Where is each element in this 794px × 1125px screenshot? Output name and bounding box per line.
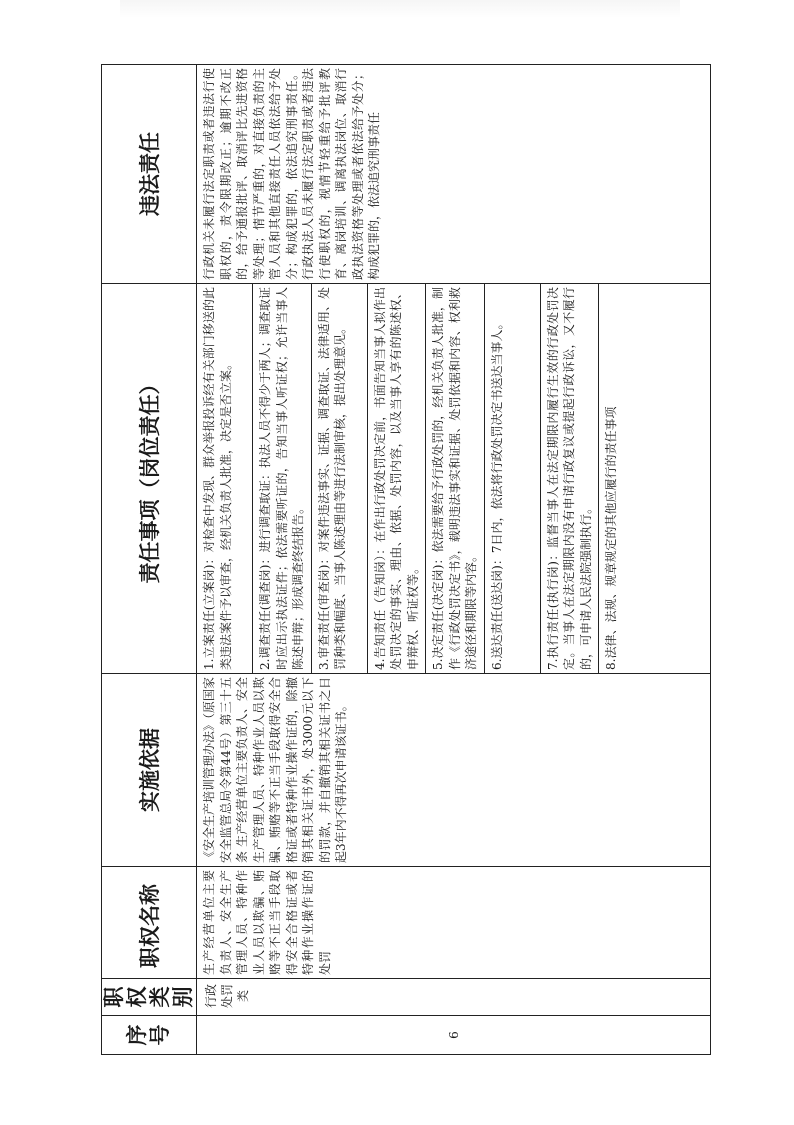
duty-item-3: 3.审查责任(审查岗)：对案件违法事实、证据、调查取证、法律适用、处罚种类和幅度、当事人陈述理由等进行法制审核，提出处理意见。: [311, 284, 367, 674]
duty-item-2: 2.调查责任(调查岗)：进行调查取证：执法人员不得少于两人；调查取证时应出示执法证件；依法需要听证的，告知当事人听证权；允许当事人陈述申辩；形成调查终结报告。: [253, 284, 312, 674]
duty-item-6: 6.送达责任(送达岗)：7日内，依法将行政处罚决定书送达当事人。: [484, 284, 540, 674]
header-seq: 序 号: [102, 1016, 197, 1055]
duty-item-4: 4.告知责任（告知岗）：在作出行政处罚决定前，书面告知当事人拟作出处罚决定的事实、理由、依据、处罚内容，以及当事人享有的陈述权、申辩权、听证权等。: [367, 284, 426, 674]
duty-item-8: 8.法律、法规、规章规定的其他应履行的责任事项: [599, 284, 711, 674]
row-name: 生产经营单位主要负责人、安全生产管理人员、特种作业人员以欺骗、贿赂等不正当手段取得安全合格证或者特种作业操作证的处罚: [197, 867, 711, 979]
header-row: [102, 65, 197, 1055]
duty-item-7: 7.执行责任(执行岗)：监督当事人在法定期限内履行生效的行政处罚决定。当事人在法定期限内没有申请行政复议或提起行政诉讼，又不履行的，可申请人民法院强制执行。: [540, 284, 599, 674]
header-liability: 违法责任: [102, 65, 197, 284]
header-category: 职 权 类 别: [102, 979, 197, 1016]
row-basis: 《安全生产培训管理办法》（原国家安全监管总局令第44号）第三十五条 生产经营单位主要负责人、安全生产管理人员、特种作业人员以欺骗、贿赂等不正当手段取得安全合格证或者特种作业操作证的，除撤销其相关证书外，处3000元以下的罚款，并自撤销其相关证书之日起3年内不得再次申请该证书。: [197, 674, 711, 867]
header-name: 职权名称: [102, 867, 197, 979]
header-duty: 责任事项（岗位责任）: [102, 284, 197, 674]
row-category: 行政处罚类: [197, 979, 711, 1016]
duty-item-5: 5.决定责任(决定岗)：依法需要给予行政处罚的，经机关负责人批准，制作《行政处罚决定书》，载明违法事实和证据、处罚依据和内容、权利救济途径和期限等内容。: [426, 284, 485, 674]
duty-table: [101, 64, 711, 1055]
scan-edge-shadow: [120, 0, 680, 18]
row-liability: 行政机关未履行法定职责或者违法行使职权的，责令限期改正；逾期不改正的，给予通报批评、取消评比先进资格等处理；情节严重的，对直接负责的主管人员和其他直接责任人员依法给予处分；构成犯罪的，依法追究刑事责任。行政执法人员未履行法定职责或者违法行使职权的，视情节轻重给予批评教育、离岗培训、调离执法岗位、取消行政执法资格等处理或者依法给予处分；构成犯罪的，依法追究刑事责任: [197, 65, 711, 284]
rotated-page: [101, 65, 711, 1055]
duty-item-1: 1.立案责任(立案岗)：对检查中发现、群众举报投诉经有关部门移送的此类违法案件予以审查，经机关负责人批准，决定是否立案。: [197, 284, 253, 674]
table-row: [197, 65, 253, 1055]
row-seq: 6: [197, 1016, 711, 1055]
header-basis: 实施依据: [102, 674, 197, 867]
